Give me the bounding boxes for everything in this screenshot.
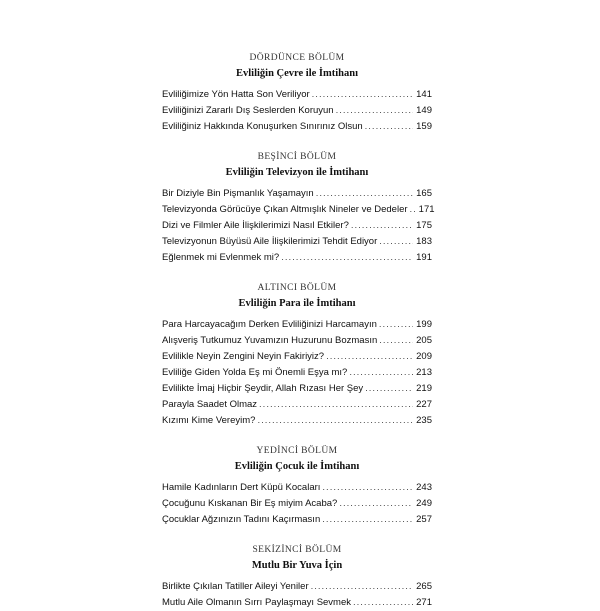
toc-entry-title: Bir Diziyle Bin Pişmanlık Yaşamayın <box>162 188 314 199</box>
chapter-label: BEŞİNCİ BÖLÜM <box>257 152 337 162</box>
toc-entry-page: 243 <box>416 482 432 493</box>
toc-entry[interactable] <box>162 480 432 496</box>
dot-leader <box>365 119 413 135</box>
toc-entry-title: Evliliğimize Yön Hatta Son Veriliyor <box>162 89 310 100</box>
toc-entry[interactable] <box>162 119 432 135</box>
toc-entry-page: 219 <box>416 383 432 394</box>
chapter-section <box>162 445 432 528</box>
dot-leader <box>349 365 413 381</box>
toc-entry[interactable] <box>162 413 432 429</box>
toc-entry-page: 265 <box>416 581 432 592</box>
toc-entry-title: Hamile Kadınların Dert Küpü Kocaları <box>162 482 321 493</box>
toc-entry-page: 175 <box>416 220 432 231</box>
toc-entry-title: Alışveriş Tutkumuz Yuvamızın Huzurunu Bozmasın <box>162 335 378 346</box>
dot-leader <box>311 579 413 595</box>
toc-entry-page: 235 <box>416 415 432 426</box>
toc-entry[interactable] <box>162 202 435 218</box>
dot-leader <box>322 512 413 528</box>
dot-leader <box>379 317 413 333</box>
toc-entry-title: Evliliğiniz Hakkında Konuşurken Sınırınız Olsun <box>162 121 363 132</box>
toc-entry[interactable] <box>162 496 432 512</box>
toc-entry-title: Birlikte Çıkılan Tatiller Aileyi Yeniler <box>162 581 309 592</box>
toc-entry-page: 149 <box>416 105 432 116</box>
toc-entry-page: 249 <box>416 498 432 509</box>
toc-entry-title: Eğlenmek mi Evlenmek mi? <box>162 252 280 263</box>
chapter-title: Mutlu Bir Yuva İçin <box>251 560 343 571</box>
toc-entry-page: 209 <box>416 351 432 362</box>
toc-entry-page: 257 <box>416 514 432 525</box>
toc-entry[interactable] <box>162 365 432 381</box>
toc-entry-page: 191 <box>416 252 432 263</box>
dot-leader <box>351 218 413 234</box>
toc-entry-page: 199 <box>416 319 432 330</box>
toc-entry-title: Parayla Saadet Olmaz <box>162 399 258 410</box>
toc-entry-page: 271 <box>416 597 432 608</box>
toc-entry-page: 159 <box>416 121 432 132</box>
toc-entry-title: Televizyonda Görücüye Çıkan Altmışlık Nineler ve Dedeler <box>162 204 408 215</box>
toc-entry-title: Televizyonun Büyüsü Aile İlişkilerimizi Tehdit Ediyor <box>162 236 378 247</box>
dot-leader <box>353 595 413 611</box>
chapter-label: YEDİNCİ BÖLÜM <box>256 446 338 456</box>
toc-entry[interactable] <box>162 250 432 266</box>
toc-entry[interactable] <box>162 333 432 349</box>
dot-leader <box>379 234 413 250</box>
table-of-contents <box>162 52 435 611</box>
toc-entry-title: Evliliğinizi Zararlı Dış Seslerden Koruyun <box>162 105 334 116</box>
toc-entry-title: Evlilikte İmaj Hiçbir Şeydir, Allah Rızası Her Şey <box>162 383 364 394</box>
chapter-section <box>162 282 432 429</box>
dot-leader <box>312 87 413 103</box>
toc-entry-page: 213 <box>416 367 432 378</box>
toc-entry[interactable] <box>162 381 432 397</box>
dot-leader <box>281 250 413 266</box>
dot-leader <box>259 397 413 413</box>
toc-entry-page: 205 <box>416 335 432 346</box>
toc-entry[interactable] <box>162 349 432 365</box>
chapter-title: Evliliğin Çocuk ile İmtihanı <box>234 461 360 472</box>
dot-leader <box>257 413 413 429</box>
dot-leader <box>379 333 413 349</box>
toc-entry[interactable] <box>162 595 432 611</box>
toc-entry[interactable] <box>162 234 432 250</box>
toc-entry[interactable] <box>162 103 432 119</box>
chapter-title: Evliliğin Televizyon ile İmtihanı <box>225 167 369 178</box>
toc-entry-title: Para Harcayacağım Derken Evliliğinizi Harcamayın <box>162 319 377 330</box>
toc-entry-title: Çocuğunu Kıskanan Bir Eş miyim Acaba? <box>162 498 338 509</box>
toc-entry-page: 141 <box>416 89 432 100</box>
chapter-label: SEKİZİNCİ BÖLÜM <box>252 545 342 555</box>
dot-leader <box>336 103 413 119</box>
chapter-label: DÖRDÜNCE BÖLÜM <box>249 53 345 63</box>
toc-entry[interactable] <box>162 218 432 234</box>
chapter-section <box>162 52 432 135</box>
chapter-title: Evliliğin Para ile İmtihanı <box>238 298 356 309</box>
chapter-section <box>162 151 435 266</box>
dot-leader <box>316 186 413 202</box>
toc-entry[interactable] <box>162 397 432 413</box>
toc-entry-title: Evlilikle Neyin Zengini Neyin Fakiriyiz? <box>162 351 325 362</box>
toc-entry-title: Evliliğe Giden Yolda Eş mi Önemli Eşya mı? <box>162 367 348 378</box>
dot-leader <box>365 381 413 397</box>
toc-entry-page: 171 <box>418 204 435 215</box>
chapter-section <box>162 544 432 611</box>
toc-entry-page: 227 <box>416 399 432 410</box>
chapter-label: ALTINCI BÖLÜM <box>257 283 337 293</box>
toc-entry[interactable] <box>162 317 432 333</box>
dot-leader <box>339 496 413 512</box>
dot-leader <box>326 349 413 365</box>
toc-entry[interactable] <box>162 579 432 595</box>
toc-entry-title: Dizi ve Filmler Aile İlişkilerimizi Nasıl Etkiler? <box>162 220 349 231</box>
toc-entry-page: 165 <box>416 188 432 199</box>
toc-entry[interactable] <box>162 186 432 202</box>
toc-entry[interactable] <box>162 87 432 103</box>
toc-entry-title: Mutlu Aile Olmanın Sırrı Paylaşmayı Sevmek <box>162 597 352 608</box>
toc-entry-page: 183 <box>416 236 432 247</box>
dot-leader <box>322 480 413 496</box>
toc-entry-title: Çocuklar Ağzınızın Tadını Kaçırmasın <box>162 514 321 525</box>
chapter-title: Evliliğin Çevre ile İmtihanı <box>235 68 359 79</box>
toc-entry-title: Kızımı Kime Vereyim? <box>162 415 256 426</box>
toc-entry[interactable] <box>162 512 432 528</box>
